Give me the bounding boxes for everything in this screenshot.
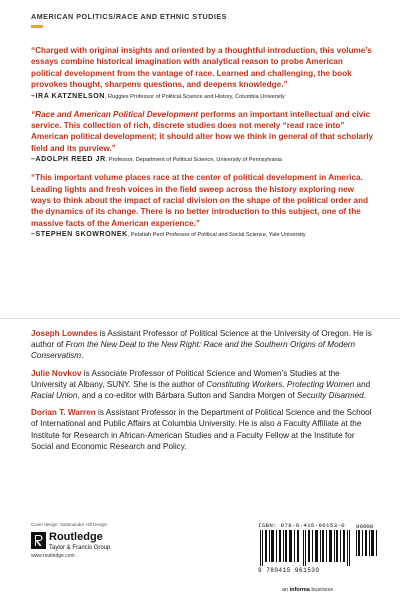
blurb-quote-2-text: performs an important intellectual and civic service. This collection of rich, discrete studies does not merely “read race into” American political development; it should alter how we think in general of that scholarly field and its purview.” [31, 109, 374, 153]
category-label: AMERICAN POLITICS/RACE AND ETHNIC STUDIES [31, 12, 227, 21]
bio-name-1: Joseph Lowndes [31, 329, 98, 338]
blurb-author-2: –ADOLPH REED JR [31, 156, 106, 164]
bio-text-1a: is Assistant Professor of Political Science at the University of Oregon. He is author of [31, 329, 372, 350]
informa-business [282, 587, 333, 593]
bio-book-2b: Racial Union [31, 391, 78, 401]
header-bar [0, 0, 400, 34]
bio-book-1: From the New Deal to the New Right: Race and the Southern Origins of Modern Conservatism [31, 340, 356, 361]
blurb-attribution-3 [31, 231, 376, 239]
bio-text-2d: . [363, 391, 366, 401]
blurb-affiliation-2: , Professor, Department of Political Science, University of Pennsylvania [105, 157, 283, 164]
bio-lowndes [31, 328, 376, 362]
ean-barcode [258, 530, 353, 566]
informa-suffix: business [309, 587, 334, 593]
footer [0, 500, 400, 600]
bio-text-2b: and [354, 379, 371, 389]
blurb-quote-3: “This important volume places race at the center of political development in America. Leading lights and fresh voices in the field sweep across the history exploring new ways to think about the impact of racial division on the shape of the political order and the dynamics of its change. There is no better introduction to this subject, one of the massive facts of the American experience.” [31, 173, 369, 228]
bio-text-1b: . [81, 351, 84, 361]
blurb-affiliation-1: , Ruggles Professor of Political Science and History, Columbia University [104, 93, 285, 100]
section-divider [0, 318, 400, 319]
blurb-attribution-2 [31, 156, 376, 164]
barcode-digits: 9 780415 961530 [258, 567, 320, 574]
isbn-addon: 90000 [356, 523, 374, 530]
blurb-quote-2 [31, 109, 376, 155]
publisher-group: Taylor & Francis Group [49, 545, 111, 551]
blurb-attribution-1 [31, 93, 376, 101]
blurb-author-1: –IRA KATZNELSON [31, 92, 105, 100]
cover-credit: Cover design: Salamander Hill Design [31, 522, 108, 527]
publisher-name: Routledge [49, 531, 103, 543]
informa-prefix: an [282, 587, 290, 593]
bio-warren [31, 407, 376, 452]
blurb-quote-1: “Charged with original insights and oriented by a thoughtful introduction, this volume’s essays combine historical imagination with analytical reason to probe American political development from the vantage of race. Learned and challenging, the book provokes thought, sharpens questions, and deepens knowledge.” [31, 46, 372, 90]
blurb-author-3: –STEPHEN SKOWRONEK [31, 231, 128, 239]
bio-name-3: Dorian T. Warren [31, 408, 96, 418]
informa-word: informa [289, 587, 310, 593]
bio-novkov [31, 368, 376, 402]
blurb-quote-2-title: “Race and American Political Development [31, 109, 199, 119]
editor-bios [31, 328, 376, 458]
barcode [258, 522, 378, 582]
bio-text-3a: is Assistant Professor in the Department of Political Science and the School of International and Public Affairs at Columbia University. He is also a Faculty Affiliate at the Institute for Research in African-American Studies and a Faculty Fellow at the Institute for Social and Economic Research and Policy. [31, 408, 372, 451]
bio-book-2c: Security Disarmed [296, 391, 364, 401]
isbn-label: ISBN: 978-0-415-96153-0 [258, 522, 345, 529]
publisher-url[interactable]: www.routledge.com [31, 553, 75, 559]
blurb-affiliation-3: , Pelatiah Perit Professor of Political and Social Science, Yale University [127, 232, 306, 239]
addon-barcode [356, 530, 378, 556]
bio-name-2: Julie Novkov [31, 368, 82, 378]
accent-rule [31, 25, 43, 28]
bio-book-2a: Constituting Workers, Protecting Women [206, 379, 355, 389]
bio-text-2c: , and a co-editor with Bárbara Sutton and Sandra Morgen of [77, 391, 297, 401]
routledge-logo-icon [31, 532, 46, 549]
bio-text-2a: is Associate Professor of Political Science and Women’s Studies at the University at Albany, SUNY. She is the author of [31, 368, 340, 389]
endorsements [31, 45, 376, 247]
